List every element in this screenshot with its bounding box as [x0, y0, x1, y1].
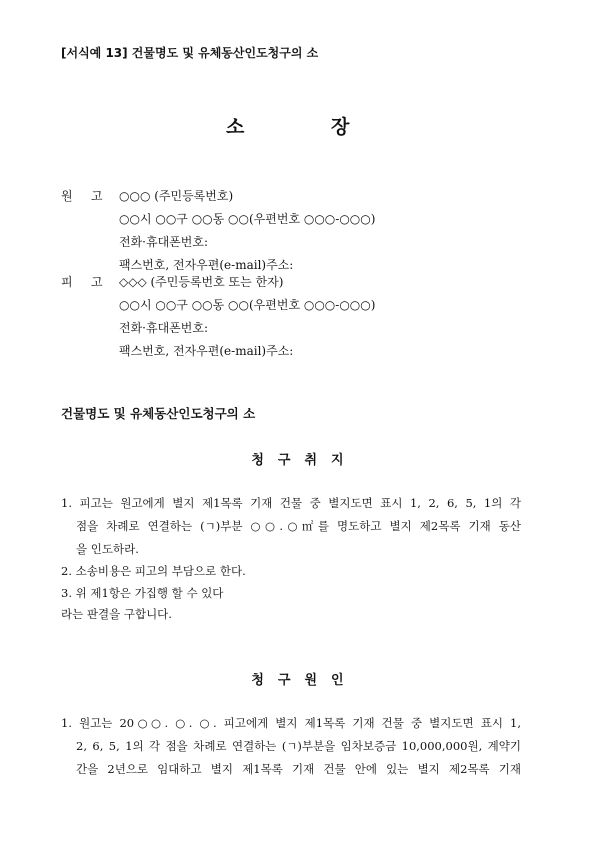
claim-cause-heading: 청구원인: [251, 673, 358, 688]
form-header: [서식예 13] 건물명도 및 유체동산인도청구의 소: [61, 46, 319, 60]
plaintiff-phone-line: 전화·휴대폰번호:: [119, 235, 209, 249]
claim-purpose-line-6: 라는 판결을 구합니다.: [61, 607, 172, 621]
document-title-part1: 소: [226, 116, 245, 138]
claim-purpose-line-2: 점을 차례로 연결하는 (ㄱ)부분 ○○.○㎡를 명도하고 별지 제2목록 기재 동산: [76, 519, 521, 533]
plaintiff-name-line: ○○○ (주민등록번호): [119, 189, 234, 203]
plaintiff-address-line: ○○시 ○○구 ○○동 ○○(우편번호 ○○○-○○○): [119, 212, 376, 226]
document-title-part2: 장: [331, 116, 350, 138]
claim-purpose-line-1: 1. 피고는 원고에게 별지 제1목록 기재 건물 중 별지도면 표시 1, 2, 6, 5, 1의 각: [61, 496, 521, 510]
defendant-name-line: ◇◇◇ (주민등록번호 또는 한자): [119, 275, 284, 289]
claim-cause-line-2: 2, 6, 5, 1의 각 점을 차례로 연결하는 (ㄱ)부분을 임차보증금 10,000,000원, 계약기: [76, 739, 521, 753]
claim-purpose-line-5: 3. 위 제1항은 가집행 할 수 있다: [61, 586, 224, 600]
claim-purpose-line-3: 을 인도하라.: [76, 542, 139, 556]
defendant-fax-email-line: 팩스번호, 전자우편(e-mail)주소:: [119, 344, 294, 358]
plaintiff-fax-email-line: 팩스번호, 전자우편(e-mail)주소:: [119, 258, 294, 272]
plaintiff-label-char2: 고: [91, 189, 103, 203]
defendant-label-char2: 고: [91, 275, 103, 289]
plaintiff-label-char1: 원: [61, 189, 73, 203]
claim-purpose-heading: 청구취지: [251, 453, 358, 468]
case-name: 건물명도 및 유체동산인도청구의 소: [61, 406, 256, 421]
defendant-phone-line: 전화·휴대폰번호:: [119, 321, 209, 335]
defendant-address-line: ○○시 ○○구 ○○동 ○○(우편번호 ○○○-○○○): [119, 298, 376, 312]
claim-purpose-line-4: 2. 소송비용은 피고의 부담으로 한다.: [61, 564, 246, 578]
claim-cause-line-1: 1. 원고는 20○○. ○. ○. 피고에게 별지 제1목록 기재 건물 중 별지도면 표시 1,: [61, 716, 521, 730]
claim-cause-line-3: 간을 2년으로 임대하고 별지 제1목록 기재 건물 안에 있는 별지 제2목록 기재: [76, 762, 521, 776]
defendant-label-char1: 피: [61, 275, 73, 289]
